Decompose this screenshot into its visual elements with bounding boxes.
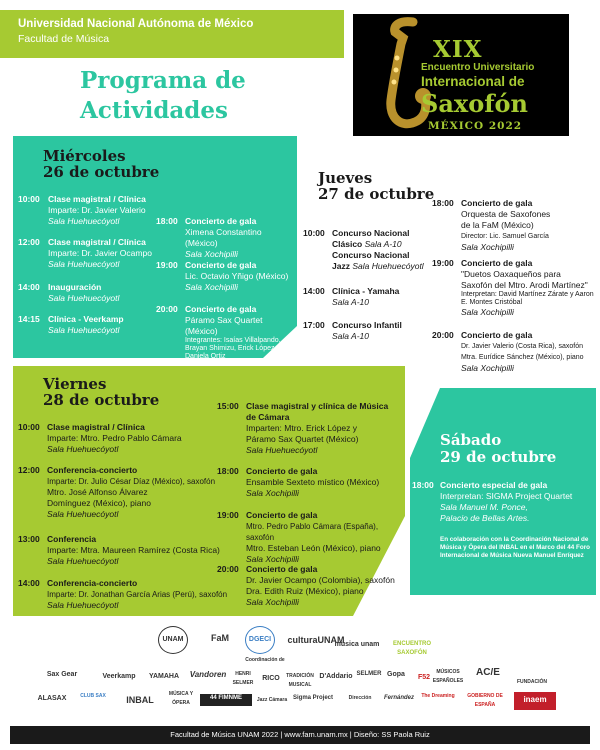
logo-text: D'Addario <box>319 673 353 680</box>
page-title <box>80 66 246 126</box>
event-desc: Imparte: Dr. Javier Valerio <box>48 205 146 215</box>
event-members: Integrantes: Isaías Villalpando, Brayan Shimizu, Erick López, y Daniela Ortiz <box>185 337 282 360</box>
event-item <box>432 258 596 320</box>
event-title: Clase magistral y clínica de Música <box>246 401 389 411</box>
sponsor-logo <box>226 670 260 686</box>
event-place: Sala Huehuecóyotl <box>47 600 119 610</box>
sponsor-logo <box>514 692 556 710</box>
sponsor-logo <box>382 694 416 708</box>
event-time: 13:00 <box>18 534 40 544</box>
event-time: 14:00 <box>18 578 40 588</box>
event-item <box>432 198 596 252</box>
sponsor-logo <box>512 666 552 688</box>
event-desc: Páramo Sax Quartet (México) <box>246 434 359 444</box>
logo-text: TRADICIÓN MUSICAL <box>286 673 314 686</box>
event-desc: Ximena Constantino (México) <box>185 227 262 248</box>
event-item <box>18 578 228 614</box>
sponsor-logo <box>188 670 228 684</box>
event-time: 18:00 <box>432 198 454 208</box>
event-place: Palacio de Bellas Artes. <box>440 513 530 523</box>
event-time: 12:00 <box>18 237 40 247</box>
event-desc: Saxofón del Mtro. Arodi Martínez" <box>461 280 588 290</box>
logo-line-2: Internacional de <box>421 74 525 89</box>
sponsor-logo <box>354 670 384 686</box>
logo-text: RICO <box>262 675 280 682</box>
event-place: Sala Xochipilli <box>246 488 299 498</box>
logo-text: FUNDACIÓN <box>517 679 547 685</box>
event-place: Sala Huehuecóyotl <box>48 293 120 303</box>
logo-text: F52 <box>417 674 431 681</box>
faculty-name: Facultad de Música <box>18 33 110 45</box>
event-place: Sala A-10 <box>332 297 370 307</box>
event-place: Sala A-10 <box>364 239 402 249</box>
event-title: Clase magistral / Clínica <box>47 422 145 432</box>
event-item <box>156 260 296 296</box>
event-title: Clase magistral / Clínica <box>48 194 146 204</box>
event-place: Sala Xochipilli <box>246 554 299 564</box>
sponsor-logo <box>35 694 69 708</box>
sponsor-logo <box>430 668 466 686</box>
logo-text: The Dreaming <box>421 693 455 699</box>
event-title: Inauguración <box>48 282 102 292</box>
event-item <box>156 216 296 259</box>
org-name: Universidad Nacional Autónoma de México <box>18 18 254 30</box>
sponsor-logo <box>200 694 252 706</box>
event-desc: Mtra. Eurídice Sánchez (México), piano <box>461 354 584 361</box>
sponsor-logo <box>260 670 282 686</box>
event-item <box>18 194 158 234</box>
date-heading: 29 de octubre <box>440 448 557 466</box>
event-desc: Páramo Sax Quartet (México) <box>185 315 263 336</box>
event-item <box>156 304 296 358</box>
logo-text: Sax Gear <box>46 671 78 678</box>
sponsor-logo <box>118 696 162 708</box>
logo-text: CLUB SAX <box>80 693 106 699</box>
title-line-1: Programa de <box>80 67 246 94</box>
event-title: Clínica - Yamaha <box>332 286 400 296</box>
unam-logo <box>158 626 188 654</box>
event-place: Sala Huehuecóyotl <box>48 216 120 226</box>
event-item <box>217 564 403 610</box>
sponsor-logo <box>462 692 508 710</box>
event-logo <box>353 14 569 136</box>
event-place: Sala Xochipilli <box>185 282 238 292</box>
event-title: Concierto especial de gala <box>440 480 548 490</box>
event-item <box>18 282 158 310</box>
logo-text: ALASAX <box>37 695 67 702</box>
date-heading: 26 de octubre <box>43 163 160 181</box>
logo-text: UNAM <box>162 636 184 643</box>
thursday-day-heading: Jueves <box>318 169 373 187</box>
event-time: 20:00 <box>156 304 178 314</box>
event-title: Concierto de gala <box>461 330 533 340</box>
event-time: 14:00 <box>303 286 325 296</box>
logo-text: Fernández <box>383 695 414 701</box>
logo-text: Jazz Cámara <box>256 697 288 703</box>
event-title: Concurso Nacional Jazz <box>332 250 410 271</box>
logo-text: SELMER <box>356 671 382 677</box>
sponsor-logo <box>168 690 194 712</box>
sponsor-logo <box>98 672 140 684</box>
event-place: Sala Huehuecóyotl <box>48 325 120 335</box>
logo-text: MÚSICA Y ÓPERA <box>168 691 194 706</box>
event-desc: Imparte: Dr. Javier Ocampo <box>48 248 152 258</box>
event-desc: Domínguez (México), piano <box>47 498 151 508</box>
event-desc: Dra. Edith Ruiz (México), piano <box>246 586 364 596</box>
logo-text: Gopa <box>387 671 405 678</box>
event-title: Concierto de gala <box>185 216 257 226</box>
event-title: Conferencia-concierto <box>47 578 138 588</box>
day-heading: Miércoles <box>43 147 126 165</box>
logo-text: MÚSICOS ESPAÑOLES <box>432 669 464 684</box>
logo-line-1: Encuentro Universitario <box>421 62 535 73</box>
logo-text: ENCUENTRO SAXOFÓN <box>392 641 431 656</box>
event-desc: Mtro. Esteban León (México), piano <box>246 543 381 553</box>
event-desc: Mtro. José Alfonso Álvarez <box>47 487 148 497</box>
event-time: 19:00 <box>432 258 454 268</box>
event-place: Sala A-10 <box>332 331 370 341</box>
logo-text: AC/E <box>476 668 500 678</box>
logo-text: DGECI <box>248 636 272 643</box>
friday-panel <box>13 366 405 616</box>
event-place: Sala Huehuecóyotl <box>47 556 119 566</box>
event-title: Conferencia <box>47 534 97 544</box>
sponsor-logo <box>144 672 184 684</box>
event-item <box>303 320 428 344</box>
logo-text: YAMAHA <box>148 673 180 680</box>
event-place: Sala Xochipilli <box>461 363 514 373</box>
logo-text: culturaUNAM <box>287 636 345 645</box>
event-time: 19:00 <box>217 510 239 520</box>
sponsor-logo <box>76 692 110 710</box>
event-title: Concierto de gala <box>246 466 318 476</box>
dgeci-logo <box>245 626 275 654</box>
event-item <box>217 466 403 502</box>
day-heading: Sábado <box>440 431 502 449</box>
event-place: Sala Xochipilli <box>185 249 238 259</box>
footer-bar: Facultad de Música UNAM 2022 | www.fam.unam.mx | Diseño: SS Paola Ruiz <box>10 726 590 744</box>
sponsor-logo <box>256 696 288 708</box>
event-item <box>217 401 403 457</box>
event-place: Sala Huehuecóyotl <box>47 444 119 454</box>
event-title: Concurso Infantil <box>332 320 402 330</box>
difusion-cultural-logo <box>245 656 285 666</box>
musica-unam-logo <box>334 630 380 656</box>
event-time: 17:00 <box>303 320 325 330</box>
event-time: 12:00 <box>18 465 40 475</box>
event-place: Sala Huehuecóyotl <box>352 261 424 271</box>
event-place: Sala Manuel M. Ponce, <box>440 502 528 512</box>
event-time: 14:15 <box>18 314 40 324</box>
event-item <box>303 228 428 276</box>
event-place: Sala Xochipilli <box>461 242 514 252</box>
logo-text: HENRI SELMER <box>232 671 254 686</box>
event-time: 10:00 <box>18 422 40 432</box>
event-item <box>217 510 403 564</box>
saturday-panel <box>410 388 596 595</box>
sponsor-logo <box>282 672 318 686</box>
event-title: Concurso Nacional Clásico <box>332 228 410 249</box>
event-desc: Dr. Javier Ocampo (Colombia), saxofón <box>246 575 395 585</box>
fam-logo <box>205 626 235 654</box>
wednesday-panel <box>13 136 297 358</box>
event-place: Sala Huehuecóyotl <box>246 445 318 455</box>
title-line-2: Actividades <box>80 97 228 124</box>
logo-line-4: MÉXICO 2022 <box>428 120 523 132</box>
event-item <box>412 480 596 530</box>
event-place: Sala Xochipilli <box>246 597 299 607</box>
event-time: 20:00 <box>432 330 454 340</box>
event-time: 10:00 <box>18 194 40 204</box>
sponsor-logo <box>340 694 380 708</box>
event-desc: Orquesta de Saxofones <box>461 209 551 219</box>
logo-line-3: Saxofón <box>421 89 528 118</box>
logo-text: Veerkamp <box>102 673 136 680</box>
logo-text: Dirección <box>348 695 372 701</box>
event-desc: Imparte: Dr. Julio César Díaz (México), saxofón <box>47 477 216 486</box>
sponsor-logo <box>290 694 336 708</box>
event-desc: Interpretan: SIGMA Project Quartet <box>440 491 573 501</box>
event-item <box>432 330 596 374</box>
event-item <box>18 422 218 458</box>
sponsor-logo <box>418 692 458 710</box>
event-title: Clínica - Veerkamp <box>48 314 124 324</box>
event-time: 19:00 <box>156 260 178 270</box>
logo-text: FaM <box>211 633 229 643</box>
event-item <box>18 534 218 570</box>
event-director: Director: Lic. Samuel García <box>461 233 549 240</box>
event-desc: Imparte: Mtro. Pedro Pablo Cámara <box>47 433 182 443</box>
event-title: Clase magistral / Clínica <box>48 237 146 247</box>
event-time: 14:00 <box>18 282 40 292</box>
logo-text: inaem <box>523 695 547 704</box>
event-desc: Dr. Javier Valerio (Costa Rica), saxofón <box>461 343 584 350</box>
event-desc: "Duetos Oaxaqueños para <box>461 269 561 279</box>
event-time: 18:00 <box>412 480 434 490</box>
logo-text: INBAL <box>126 696 154 705</box>
logo-text: Vandoren <box>189 670 227 679</box>
event-title: Concierto de gala <box>185 260 257 270</box>
event-desc: Lic. Octavio Yñigo (México) <box>185 271 289 281</box>
event-item <box>18 465 218 521</box>
event-place: Sala Huehuecóyotl <box>47 509 119 519</box>
event-desc: Imparten: Mtro. Erick López y <box>246 423 358 433</box>
event-time: 20:00 <box>217 564 239 574</box>
logo-text: GOBIERNO DE ESPAÑA <box>467 693 503 708</box>
event-time: 10:00 <box>303 228 325 238</box>
event-item <box>18 314 158 342</box>
event-desc: Mtro. Pedro Pablo Cámara (España), saxofón <box>246 522 379 542</box>
sponsor-logo <box>38 670 86 686</box>
event-desc: Ensamble Sexteto místico (México) <box>246 477 380 487</box>
event-title: Concierto de gala <box>461 258 533 268</box>
event-title: Concierto de gala <box>246 564 318 574</box>
sponsor-logo <box>382 670 410 686</box>
event-time: 18:00 <box>217 466 239 476</box>
event-desc: Imparte: Dr. Jonathan García Arias (Perú), saxofón <box>47 590 228 599</box>
event-performers: Interpretan: David Martínez Zárate y Aaron E. Montes Cristóbal <box>461 291 594 306</box>
date-heading: 28 de octubre <box>43 391 160 409</box>
encuentro-saxofon-logo <box>388 630 436 660</box>
event-time: 18:00 <box>156 216 178 226</box>
sponsor-logo <box>470 668 506 682</box>
event-item <box>18 237 158 277</box>
event-desc: Imparte: Mtra. Maureen Ramírez (Costa Rica) <box>47 545 220 555</box>
event-place: Sala Huehuecóyotl <box>48 259 120 269</box>
logo-text: Coordinación de <box>245 657 285 663</box>
thursday-date-heading: 27 de octubre <box>318 185 435 203</box>
edition-number: XIX <box>433 36 483 63</box>
event-time: 15:00 <box>217 401 239 411</box>
event-desc: de la FaM (México) <box>461 220 534 230</box>
header-banner <box>0 10 344 58</box>
event-title: Concierto de gala <box>461 198 533 208</box>
logo-text: Sigma Project <box>292 695 333 701</box>
logo-text: 44 FIMNME <box>209 695 242 701</box>
event-title: Conferencia-concierto <box>47 465 138 475</box>
day-heading: Viernes <box>43 375 107 393</box>
event-title: de Cámara <box>246 412 290 422</box>
event-place: Sala Xochipilli <box>461 307 514 317</box>
event-title: Concierto de gala <box>185 304 257 314</box>
collaboration-note: En colaboración con la Coordinación Nacional de Música y Ópera del INBAL en el Marco del 44 Foro Internacional de Música Nueva Manuel Enríquez <box>440 536 591 559</box>
sponsor-logo <box>316 672 356 686</box>
logo-text: música unam <box>334 641 380 648</box>
event-item <box>303 286 428 310</box>
event-title: Concierto de gala <box>246 510 318 520</box>
